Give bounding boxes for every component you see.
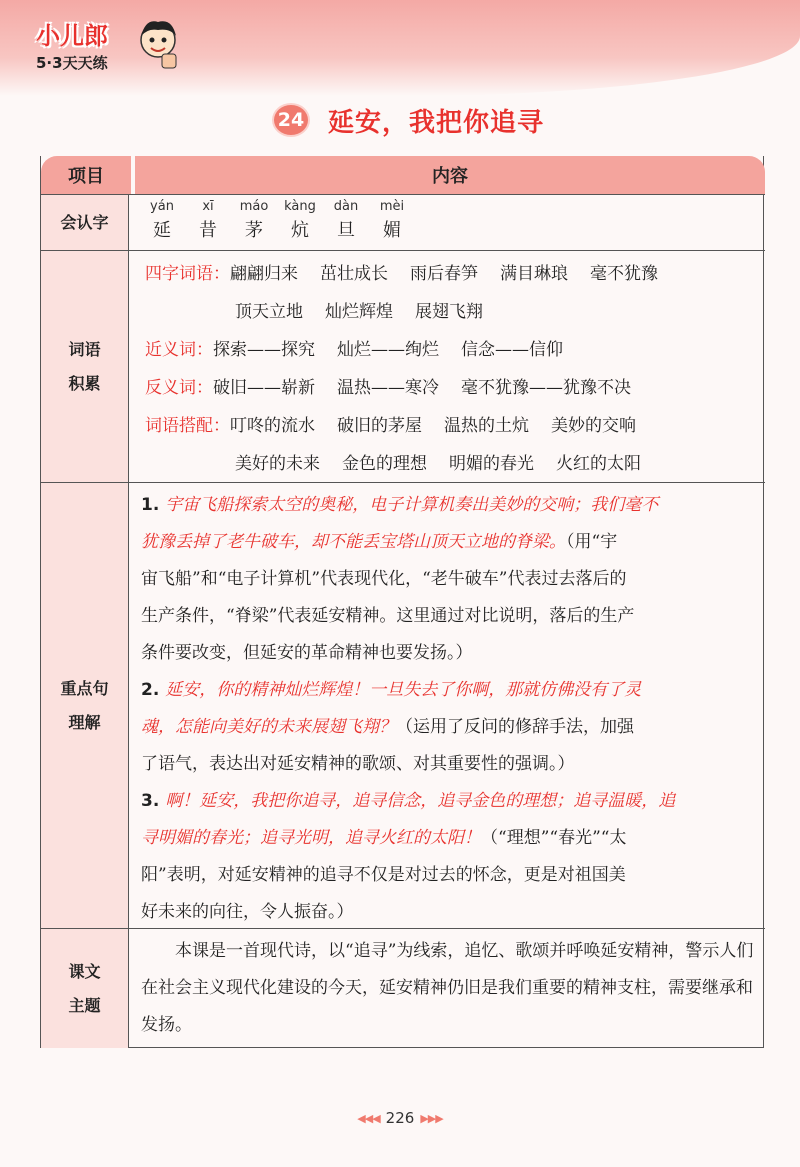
four-char-line-2 [145, 293, 759, 331]
explanation-text: 条件要改变，但延安的革命精神也要发扬。） [141, 643, 473, 663]
sentence-number: 1. [141, 495, 160, 515]
word-item: 明媚的春光 [449, 454, 534, 474]
series-name: 5·3天天练 [36, 54, 108, 72]
row-label-text: 词语 [68, 339, 101, 359]
lesson-number-badge: 24 [272, 103, 310, 137]
page-number: 226 [385, 1109, 415, 1127]
word-item: 顶天立地 [235, 302, 303, 322]
row-label-text: 重点句 [60, 678, 109, 698]
character: 昔 [199, 220, 217, 241]
quote-text: 寻明媚的春光；追寻光明，追寻火红的太阳！ [141, 828, 481, 848]
mascot-icon [136, 18, 180, 70]
explanation-text: 了语气，表达出对延安精神的歌颂、对其重要性的强调。） [141, 754, 575, 774]
four-char-tag: 四字词语： [145, 264, 230, 284]
word-item: 雨后春笋 [410, 264, 478, 284]
column-header-content: 内容 [135, 156, 765, 194]
collocation-line-1 [145, 407, 759, 445]
brand-name: 小儿郎 [36, 22, 108, 50]
char-item [325, 199, 367, 241]
lesson-title-row [272, 100, 544, 140]
char-item [141, 199, 183, 241]
word-item: 毫不犹豫 [590, 264, 658, 284]
synonym-tag: 近义词： [145, 340, 213, 360]
char-list [141, 199, 755, 241]
explanation-text: 生产条件，“脊梁”代表延安精神。这里通过对比说明，落后的生产 [141, 606, 635, 626]
word-item: 探索——探究 [213, 340, 315, 360]
word-item: 温热——寒冷 [337, 378, 439, 398]
row-label [41, 251, 129, 482]
explanation-text: 宙飞船”和“电子计算机”代表现代化，“老牛破车”代表过去落后的 [141, 569, 627, 589]
sentence-number: 2. [141, 680, 160, 700]
table-row-recognize [41, 194, 765, 250]
row-label [41, 483, 129, 928]
explanation-text: （运用了反问的修辞手法，加强 [396, 717, 634, 737]
word-item: 灿烂辉煌 [325, 302, 393, 322]
summary-table [40, 156, 764, 1048]
right-arrows-icon: ▶▶▶ [420, 1111, 443, 1125]
table-row-key-sentences [41, 482, 765, 928]
pinyin: kàng [284, 199, 316, 214]
antonym-tag: 反义词： [145, 378, 213, 398]
antonym-line [145, 369, 759, 407]
quote-text: 魂，怎能向美好的未来展翅飞翔？ [141, 717, 396, 737]
word-item: 翩翩归来 [230, 264, 298, 284]
word-item: 茁壮成长 [320, 264, 388, 284]
sentence-2 [141, 672, 755, 783]
page-title: 延安，我把你追寻 [328, 107, 545, 138]
table-row-theme [41, 928, 765, 1048]
pinyin: mèi [379, 199, 405, 214]
word-item: 火红的太阳 [556, 454, 641, 474]
sentence-3 [141, 783, 755, 931]
word-item: 叮咚的流水 [230, 416, 315, 436]
word-item: 灿烂——绚烂 [337, 340, 439, 360]
table-row-vocab [41, 250, 765, 482]
left-arrows-icon: ◀◀◀ [357, 1111, 380, 1125]
column-header-item: 项目 [41, 156, 131, 194]
word-item: 金色的理想 [342, 454, 427, 474]
explanation-text: （“理想”“春光”“太 [481, 828, 627, 848]
vocab-content [145, 251, 759, 482]
pinyin: yán [150, 199, 174, 214]
character: 炕 [291, 220, 309, 241]
four-char-line-1 [145, 255, 759, 293]
pinyin: dàn [333, 199, 359, 214]
quote-text: 啊！延安，我把你追寻，追寻信念，追寻金色的理想；追寻温暖，追 [165, 791, 676, 811]
word-item: 破旧——崭新 [213, 378, 315, 398]
row-label [41, 929, 129, 1048]
collocation-tag: 词语搭配： [145, 416, 230, 436]
word-item: 毫不犹豫——犹豫不决 [461, 378, 631, 398]
row-label-text: 课文 [68, 961, 101, 981]
row-label-text: 积累 [68, 373, 101, 393]
char-item [187, 199, 229, 241]
pinyin: máo [239, 199, 269, 214]
word-item: 信念——信仰 [461, 340, 563, 360]
brand-logo [32, 14, 182, 76]
row-label-text: 主题 [68, 995, 101, 1015]
row-label-text: 会认字 [60, 212, 109, 232]
character: 延 [153, 220, 171, 241]
synonym-line [145, 331, 759, 369]
char-item [233, 199, 275, 241]
pinyin: xī [202, 199, 214, 214]
explanation-text: 阳”表明，对延安精神的追寻不仅是对过去的怀念，更是对祖国美 [141, 865, 626, 885]
character: 媚 [383, 220, 401, 241]
word-item: 美妙的交响 [551, 416, 636, 436]
key-sentences-content [141, 483, 755, 928]
quote-text: 延安，你的精神灿烂辉煌！一旦失去了你啊，那就仿佛没有了灵 [165, 680, 642, 700]
row-label [41, 195, 129, 250]
row-label-text: 理解 [68, 712, 101, 732]
word-item: 温热的土炕 [444, 416, 529, 436]
char-item [279, 199, 321, 241]
recognize-chars [141, 195, 755, 250]
sentence-1 [141, 487, 755, 672]
sentence-number: 3. [141, 791, 160, 811]
table-header [41, 156, 765, 194]
explanation-text: 好未来的向往，令人振奋。） [141, 902, 354, 922]
word-item: 美好的未来 [235, 454, 320, 474]
character: 茅 [245, 220, 263, 241]
explanation-text: （用“宇 [566, 532, 618, 552]
word-item: 破旧的茅屋 [337, 416, 422, 436]
char-item [371, 199, 413, 241]
word-item: 展翅飞翔 [415, 302, 483, 322]
theme-text: 本课是一首现代诗，以“追寻”为线索，追忆、歌颂并呼唤延安精神，警示人们在社会主义现代化建设的今天，延安精神仍旧是我们重要的精神支柱，需要继承和发扬。 [141, 941, 754, 1035]
page-footer [340, 1106, 460, 1130]
word-item: 满目琳琅 [500, 264, 568, 284]
quote-text: 犹豫丢掉了老牛破车，却不能丢宝塔山顶天立地的脊梁。 [141, 532, 566, 552]
theme-content [141, 929, 755, 1048]
quote-text: 宇宙飞船探索太空的奥秘，电子计算机奏出美妙的交响；我们毫不 [165, 495, 659, 515]
collocation-line-2 [145, 445, 759, 483]
character: 旦 [337, 220, 355, 241]
